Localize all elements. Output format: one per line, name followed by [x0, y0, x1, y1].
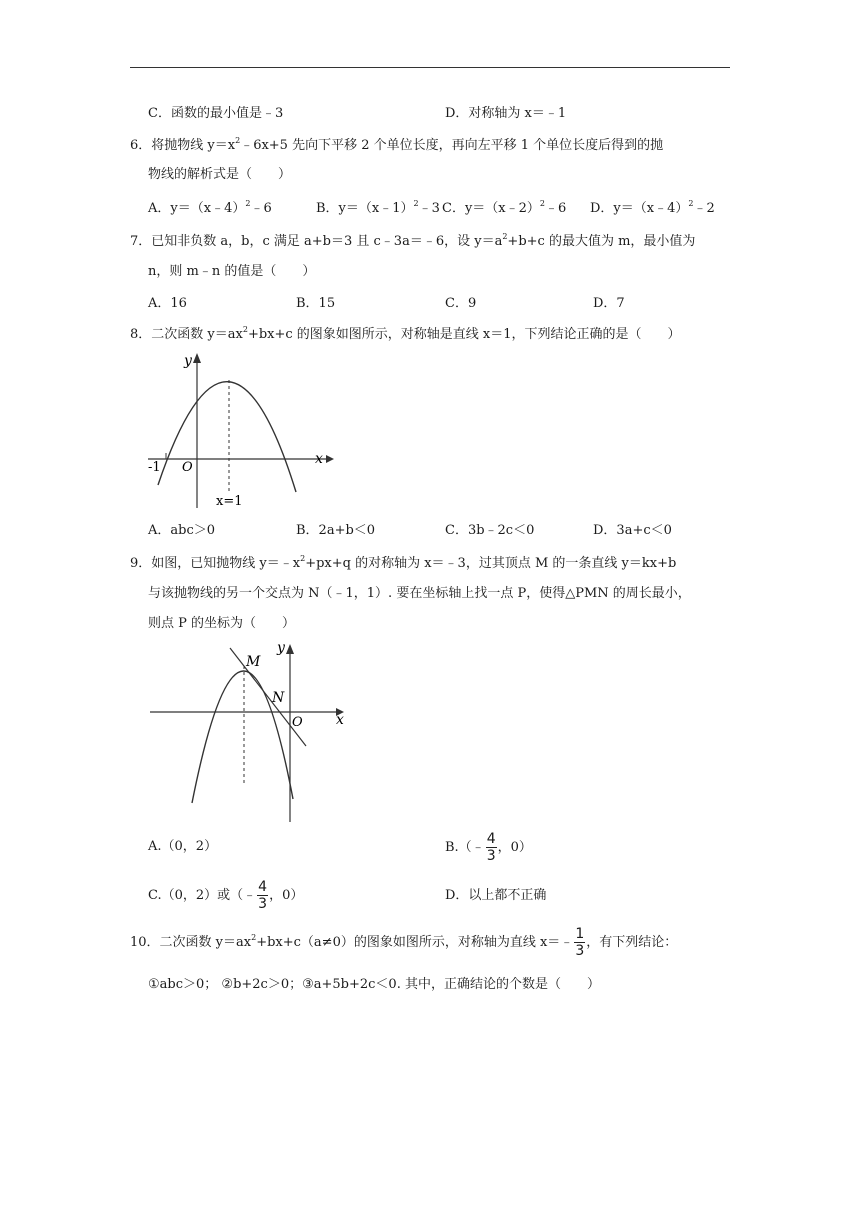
q6-option-d: D．y＝（x﹣4）$^2$﹣2	[590, 199, 715, 216]
q8-option-b: B．2a+b＜0	[296, 523, 376, 538]
q9-fig-origin-label: O	[292, 715, 303, 730]
q7-option-b: B．15	[296, 296, 336, 311]
q9-option-c: C.（0，2）或（﹣ $\frac{4}{3}$ ，0）	[148, 879, 304, 912]
q9-option-b: B.（﹣ $\frac{4}{3}$ ，0）	[445, 831, 532, 864]
q8-fig-neg1-label: -1	[148, 460, 161, 475]
q9-option-d: D．以上都不正确	[445, 888, 547, 903]
q8-option-d: D．3a+c＜0	[593, 523, 672, 538]
header-rule	[130, 67, 730, 68]
q6-option-b: B．y＝（x﹣1）$^2$﹣3	[316, 199, 440, 216]
q8-fig-y-label: y	[184, 353, 192, 369]
q8-option-c: C．3b﹣2c＜0	[445, 523, 535, 538]
q7-stem-line1: 7．已知非负数 a，b，c 满足 a+b＝3 且 c﹣3a＝﹣6，设 $y=a^2+b+c$ 的最大值为 m，最小值为	[130, 232, 696, 249]
q5-option-c: C．函数的最小值是﹣3	[148, 106, 284, 121]
q8-stem: 8．二次函数 $y=ax^2+bx+c$ 的图象如图所示，对称轴是直线 x＝1，下列结论正确的是（ ）	[130, 325, 681, 342]
q5-option-d: D．对称轴为 x＝﹣1	[445, 106, 567, 121]
fraction-one-third: $\frac{1}{3}$	[575, 926, 585, 959]
q9-fig-m-label: M	[246, 654, 261, 670]
q9-option-a: A.（0，2）	[148, 839, 218, 854]
q7-option-c: C．9	[445, 296, 477, 311]
q9-parabola-figure	[140, 636, 360, 826]
q7-option-a: A．16	[148, 296, 187, 311]
q8-option-a: A．abc＞0	[148, 523, 216, 538]
q9-stem-line1: 9．如图，已知抛物线 $y=﹣x^2+px+q$ 的对称轴为 x＝﹣3，过其顶点 M 的一条直线 y＝kx+b	[130, 554, 677, 571]
q8-fig-origin-label: O	[182, 460, 193, 475]
q7-option-d: D．7	[593, 296, 625, 311]
q9-fig-x-label: x	[336, 712, 344, 728]
q8-fig-axis-label: x=1	[216, 494, 243, 509]
q9-stem-line2: 与该抛物线的另一个交点为 N（﹣1，1）. 要在坐标轴上找一点 P，使得△PMN 的周长最小，	[148, 586, 691, 601]
q6-option-c: C．y＝（x﹣2）$^2$﹣6	[442, 199, 567, 216]
fraction-four-thirds: $\frac{4}{3}$	[258, 879, 268, 912]
q9-stem-line3: 则点 P 的坐标为（ ）	[148, 616, 296, 631]
q8-fig-x-label: x	[315, 451, 323, 467]
q7-stem-line2: n，则 m﹣n 的值是（ ）	[148, 264, 316, 279]
q9-fig-y-label: y	[277, 640, 285, 656]
q8-parabola-figure	[140, 345, 340, 515]
q10-stem-line1: 10．二次函数 $y=ax^2+bx+c(a\ne 0)$的图象如图所示，对称轴为直线 x＝﹣ $\frac{1}{3}$ ，有下列结论：	[130, 926, 678, 959]
q6-stem-line2: 物线的解析式是（ ）	[148, 167, 292, 182]
q9-fig-n-label: N	[272, 690, 285, 706]
q10-stem-line2: ①abc＞0； ②b+2c＞0；③a+5b+2c＜0. 其中，正确结论的个数是（ ）	[148, 977, 600, 992]
q6-stem-line1: 6．将抛物线 $y=x^2﹣6x+5$ 先向下平移 2 个单位长度，再向左平移 1 个单位长度后得到的抛	[130, 136, 664, 153]
fraction-four-thirds: $\frac{4}{3}$	[486, 831, 496, 864]
q6-option-a: A．y＝（x﹣4）$^2$﹣6	[148, 199, 272, 216]
